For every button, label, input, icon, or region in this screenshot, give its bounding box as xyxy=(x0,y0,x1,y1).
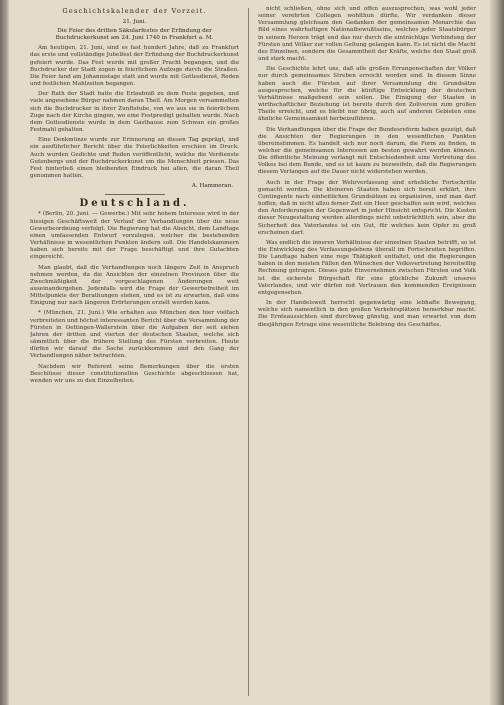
article-paragraph: Die Geschichte lehrt uns, daß alle großen Errungenschaften der Völker nur durch gemeinsames Streben erreicht worden sind. In diesem Sinne haben auch die Fürsten auf ihrer Versammlung die Grundsätze ausgesprochen, welche für die künftige Entwicklung der deutschen Verhältnisse maßgebend sein sollen. Die Einigung der Staaten in wirthschaftlicher Beziehung ist bereits durch den Zollverein zum großen Theile erreicht, und es bleibt nur übrig, auch auf anderen Gebieten eine ähnliche Gemeinsamkeit herbeizuführen. xyxy=(258,66,476,123)
news-paragraph: Nachdem wir Referent seine Bemerkungen über die ersten Beschlüsse dieser constitutionellen Geschichte abgeschlossen hat, wenden wir uns zu den Einzelheiten. xyxy=(30,363,239,384)
column-rule xyxy=(248,8,249,696)
article-title: Die Feier des dritten Säkularfestes der Erfindung der Buchdruckerkunst am 24. Juni 1740 in Frankfurt a. M. xyxy=(55,28,214,42)
article-paragraph: In der Handelswelt herrscht gegenwärtig eine lebhafte Bewegung, welche sich namentlich in den großen Verkehrsplätzen bemerkbar macht. Die Ernteaussichten sind durchweg günstig, und man erwartet von dem diesjährigen Ertrage eine wesentliche Belebung des Geschäftes. xyxy=(258,300,476,328)
section-heading: Geschichtskalender der Vorzeit. xyxy=(62,7,207,15)
left-column xyxy=(30,6,239,696)
dateline: 21. Juni. xyxy=(122,19,147,26)
right-column xyxy=(258,6,476,696)
binding-edge xyxy=(0,0,9,705)
country-heading: Deutschland. xyxy=(79,198,190,210)
article-paragraph: Am heutigen, 21. Juni, sind es fast hundert Jahre, daß zu Frankfurt das erste und vollständige Jubelfest der Erfindung der Buchdruckerkunst gefeiert wurde. Das Fest wurde mit großer Pracht begangen, und die Buchdrucker der Stadt zogen in feierlichem Aufzuge durch die Straßen. Die Feier fand am Johannistage statt und wurde mit Gottesdienst, Reden und festlichen Mahlzeiten begangen. xyxy=(30,45,239,88)
author-signature: A. Hammeran. xyxy=(191,183,233,190)
news-paragraph: * (München, 21. Juni.) Wie erhalten aus München den hier vielfach verbreiteten und höchst interessanten Bericht über die Versammlung der Fürsten in Oettingen-Wallerstein über die Aufgaben der seit sieben Jahren der dritten und vierten der deutschen Staaten, welche sich sämmtlich über die frühere Stellung des Fürsten verbreiten. Heute dürfen wir darauf die Sache zurückkommen und den Gang der Verhandlungen näher betrachten. xyxy=(30,310,239,360)
article-paragraph: Die Verhandlungen über die Frage der Bundesreform haben gezeigt, daß die Ansichten der Regierungen in den wesentlichen Punkten übereinstimmen. Es handelt sich nur noch darum, die Form zu finden, in welcher die gemeinsamen Interessen am besten gewahrt werden können. Die öffentliche Meinung verlangt mit Entschiedenheit eine Vertretung des Volkes bei dem Bunde, und es ist kaum zu bezweifeln, daß die Regierungen diesem Verlangen auf die Dauer nicht widerstehen werden. xyxy=(258,126,476,176)
article-paragraph: Was endlich die inneren Verhältnisse der einzelnen Staaten betrifft, so ist die Entwicklung des Verfassungslebens überall im Fortschreiten begriffen. Die Landtage haben eine rege Thätigkeit entfaltet, und die Regierungen haben in den meisten Fällen den Wünschen der Volksvertretung bereitwillig Rechnung getragen. Dieses gute Einvernehmen zwischen Fürsten und Volk ist die sicherste Bürgschaft für eine glückliche Zukunft unseres Vaterlandes, und wir dürfen mit Vertrauen den kommenden Ereignissen entgegensehen. xyxy=(258,239,476,296)
article-paragraph: Auch in der Frage der Wehrverfassung sind erhebliche Fortschritte gemacht worden. Die kleineren Staaten haben sich bereit erklärt, ihre Contingente nach einheitlichen Grundsätzen zu organisiren, und man darf hoffen, daß in nicht allzu ferner Zeit ein Heer geschaffen sein wird, welches den Anforderungen der Gegenwart in jeder Hinsicht entspricht. Die Kosten dieser Neugestaltung werden allerdings nicht unbeträchtlich sein, aber die Sicherheit des Vaterlandes ist ein Gut, für welches kein Opfer zu groß erscheinen darf. xyxy=(258,179,476,236)
page-edge xyxy=(490,0,504,705)
article-paragraph: nicht schließen, ohne sich und offen auszusprechen, was wohl jeder seiner verehrten Collegen wohlthun dürfte. Wir verdanken dieser Versammlung gleichsam den Gedanken der gemeinsamen Monarchie das Bild eines wahrhaftigen Nationalbewußtseins, welches jeder Staatsbürger in seinem Herzen trägt und das nur durch die einträchtige Verbindung der Fürsten und Völker zur vollen Geltung gelangen kann. Es ist nicht die Macht des Einzelnen, sondern die Gesammtheit der Kräfte, welche den Staat groß und stark macht. xyxy=(258,6,476,63)
article-paragraph: Der Rath der Stadt hatte die Erlaubniß zu dem Feste gegeben, und viele angesehene Bürger nahmen daran Theil. Am Morgen versammelten sich die Buchdrucker in ihrer Zunftstube, von wo aus sie in feierlichem Zuge nach der Kirche gingen, wo eine Festpredigt gehalten wurde. Nach dem Gottesdienste wurde in dem Gasthause zum Schwan ein großes Festmahl gehalten. xyxy=(30,91,239,134)
article-paragraph: Eine Denkmünze wurde zur Erinnerung an diesen Tag geprägt, und ein ausführlicher Bericht über die Feierlichkeiten erschien im Druck. Auch wurden Gedichte und Reden veröffentlicht, welche die Verdienste Gutenbergs und der Buchdruckerkunst um die Menschheit priesen. Das Fest hinterließ einen bleibenden Eindruck bei allen, die daran Theil genommen hatten. xyxy=(30,137,239,179)
news-paragraph: Man glaubt, daß die Verhandlungen noch längere Zeit in Anspruch nehmen werden, da die Ansichten der einzelnen Provinzen über die Zweckmäßigkeit der vorgeschlagenen Änderungen weit auseinandergehen. Jedenfalls wird die Frage der Gewerbefreiheit im Mittelpunkte der Berathungen stehen, und es ist zu erwarten, daß eine Einigung nur nach längeren Erörterungen erzielt werden kann. xyxy=(30,264,239,307)
news-paragraph: * (Berlin, 20. Juni. — Gewerbe.) Mit sehr hohem Interesse wird in der hiesigen Geschäftswelt der Verlauf der Verhandlungen über die neue Gewerbeordnung verfolgt. Die Regierung hat die Absicht, dem Landtage einen umfassenden Entwurf vorzulegen, welcher die bestehenden Verhältnisse in wesentlichen Punkten ändern soll. Die Handelskammern haben sich bereits mit der Frage beschäftigt und ihre Gutachten eingereicht. xyxy=(30,211,239,261)
section-divider xyxy=(105,194,165,195)
